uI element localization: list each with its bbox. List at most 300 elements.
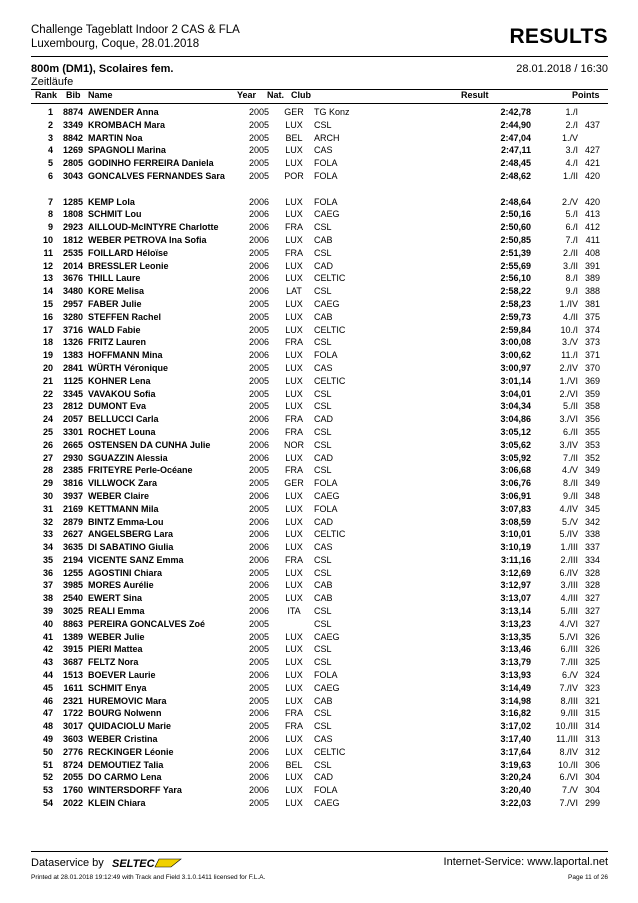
nationality-cell: LUX	[285, 158, 303, 169]
year-cell: 2006	[249, 734, 270, 745]
rank-cell: 24	[42, 414, 53, 425]
nationality-cell: LUX	[285, 657, 303, 668]
result-row	[31, 388, 608, 401]
points-cell: 389	[584, 273, 600, 284]
year-cell: 2006	[249, 350, 270, 361]
rank-cell: 38	[42, 593, 53, 604]
result-cell: 3:00,08	[500, 337, 531, 348]
athlete-name-cell: MORES Aurélie	[88, 580, 154, 591]
result-row	[31, 746, 608, 759]
points-cell: 328	[584, 580, 600, 591]
club-cell: CAD	[314, 452, 334, 463]
columns-bottom-divider	[31, 103, 608, 104]
rank-cell: 40	[42, 618, 53, 629]
heat-place-cell: 1./III	[560, 542, 578, 553]
rank-cell: 51	[42, 759, 53, 770]
result-row	[31, 656, 608, 669]
rank-cell: 7	[47, 196, 53, 207]
bib-cell: 1269	[62, 145, 83, 156]
athlete-name-cell: WÜRTH Véronique	[88, 362, 168, 373]
rank-cell: 6	[47, 170, 53, 181]
year-cell: 2006	[249, 529, 270, 540]
athlete-name-cell: BRESSLER Leonie	[88, 260, 169, 271]
year-cell: 2005	[249, 298, 270, 309]
heat-place-cell: 4./I	[565, 158, 578, 169]
bib-cell: 2627	[62, 529, 83, 540]
year-cell: 2005	[249, 324, 270, 335]
year-cell: 2006	[249, 452, 270, 463]
club-cell: CSL	[314, 439, 332, 450]
heat-place-cell: 2./I	[565, 119, 578, 130]
club-cell: CSL	[314, 247, 332, 258]
rank-cell: 17	[42, 324, 53, 335]
nationality-cell: LUX	[285, 734, 303, 745]
bib-cell: 1812	[62, 234, 83, 245]
result-cell: 3:04,86	[500, 414, 531, 425]
points-cell: 371	[584, 350, 600, 361]
nationality-cell: LUX	[285, 593, 303, 604]
result-row	[31, 426, 608, 439]
rank-cell: 54	[42, 798, 53, 809]
result-cell: 3:06,76	[500, 478, 531, 489]
bib-cell: 2022	[62, 798, 83, 809]
seltec-logo	[111, 856, 183, 870]
col-rank: Rank	[35, 90, 58, 100]
result-cell: 3:12,69	[500, 567, 531, 578]
result-cell: 3:00,62	[500, 350, 531, 361]
athlete-name-cell: STEFFEN Rachel	[88, 311, 162, 322]
nationality-cell: LUX	[285, 119, 303, 130]
event-info	[31, 63, 608, 77]
dataservice-label: Dataservice by	[31, 856, 104, 869]
bib-cell: 1383	[62, 350, 83, 361]
result-cell: 3:13,79	[500, 657, 531, 668]
club-cell: CSL	[314, 222, 332, 233]
header-divider	[31, 56, 608, 57]
result-cell: 3:04,34	[500, 401, 531, 412]
heat-place-cell: 2./III	[560, 554, 578, 565]
points-cell: 313	[584, 734, 600, 745]
result-cell: 3:17,40	[500, 734, 531, 745]
bib-cell: 8842	[62, 132, 83, 143]
nationality-cell: LUX	[285, 631, 303, 642]
bib-cell: 3937	[62, 490, 83, 501]
nationality-cell: NOR	[284, 439, 304, 450]
points-cell: 411	[585, 234, 600, 245]
athlete-name-cell: EWERT Sina	[88, 593, 143, 604]
result-cell: 3:14,49	[500, 682, 531, 693]
athlete-name-cell: KLEIN Chiara	[88, 798, 146, 809]
bib-cell: 3603	[62, 734, 83, 745]
bib-cell: 8863	[62, 618, 83, 629]
club-cell: CAEG	[314, 631, 340, 642]
club-cell: CAD	[314, 260, 334, 271]
points-cell: 370	[584, 362, 600, 373]
nationality-cell: FRA	[285, 426, 303, 437]
athlete-name-cell: KROMBACH Mara	[88, 119, 166, 130]
athlete-name-cell: SGUAZZIN Alessia	[88, 452, 168, 463]
footer-divider	[31, 851, 608, 852]
points-cell: 349	[584, 478, 600, 489]
club-cell: FOLA	[314, 196, 338, 207]
rank-cell: 49	[42, 734, 53, 745]
printed-at: Printed at 28.01.2018 19:12:49 with Track and Field 3.1.0.1411 licensed for F.L.A.	[31, 874, 266, 881]
nationality-cell: LUX	[285, 503, 303, 514]
result-row	[31, 208, 608, 221]
nationality-cell: LUX	[285, 298, 303, 309]
heat-place-cell: 11./I	[561, 350, 578, 361]
nationality-cell: FRA	[285, 708, 303, 719]
club-cell: FOLA	[314, 350, 338, 361]
heat-place-cell: 4./III	[560, 593, 578, 604]
heat-place-cell: 1./VI	[559, 375, 578, 386]
year-cell: 2005	[249, 695, 270, 706]
nationality-cell: FRA	[285, 247, 303, 258]
athlete-name-cell: AILLOUD-McINTYRE Charlotte	[88, 222, 219, 233]
points-cell: 304	[584, 785, 600, 796]
result-row	[31, 707, 608, 720]
athlete-name-cell: VAVAKOU Sofia	[88, 388, 156, 399]
bib-cell: 2665	[62, 439, 83, 450]
club-cell: TG Konz	[314, 107, 350, 117]
bib-cell: 1389	[62, 631, 83, 642]
year-cell: 2005	[249, 119, 270, 130]
club-cell: CAEG	[314, 798, 340, 809]
club-cell: CSL	[314, 606, 332, 617]
club-cell: CELTIC	[314, 529, 346, 540]
club-cell: CSL	[314, 388, 332, 399]
result-row	[31, 349, 608, 362]
club-cell: CAB	[314, 311, 333, 322]
points-cell: 427	[584, 145, 600, 156]
bib-cell: 3985	[62, 580, 83, 591]
nationality-cell: BEL	[285, 132, 303, 143]
heat-place-cell: 11./III	[556, 734, 578, 745]
bib-cell: 2776	[62, 746, 83, 757]
rank-cell: 42	[42, 644, 53, 655]
club-cell: FOLA	[314, 503, 338, 514]
points-cell: 421	[584, 158, 600, 169]
heat-place-cell: 1./II	[562, 170, 578, 181]
year-cell: 2005	[249, 158, 270, 169]
heat-place-cell: 4./II	[562, 311, 578, 322]
result-row	[31, 311, 608, 324]
result-cell: 3:04,01	[500, 388, 531, 399]
athlete-name-cell: GONCALVES FERNANDES Sara	[88, 170, 225, 181]
heat-place-cell: 5./V	[561, 516, 578, 527]
athlete-name-cell: FELTZ Nora	[88, 657, 139, 668]
result-row	[31, 132, 608, 145]
athlete-name-cell: SCHMIT Enya	[88, 682, 147, 693]
athlete-name-cell: REALI Emma	[88, 606, 145, 617]
result-cell: 2:48,45	[500, 158, 531, 169]
heat-place-cell: 5./VI	[559, 631, 578, 642]
rank-cell: 37	[42, 580, 53, 591]
heat-place-cell: 5./III	[560, 606, 578, 617]
col-year: Year	[237, 90, 257, 100]
result-cell: 2:50,60	[500, 222, 531, 233]
column-headers	[31, 90, 608, 103]
year-cell: 2005	[249, 644, 270, 655]
rank-cell: 3	[47, 132, 53, 143]
rank-cell: 10	[42, 234, 53, 245]
points-cell: 321	[584, 695, 600, 706]
athlete-name-cell: ANGELSBERG Lara	[88, 529, 174, 540]
result-row	[31, 579, 608, 592]
points-cell: 327	[584, 606, 600, 617]
result-cell: 3:11,16	[500, 554, 531, 565]
heat-place-cell: 3./VI	[559, 414, 578, 425]
heat-place-cell: 2./II	[562, 247, 578, 258]
result-cell: 2:47,04	[500, 132, 531, 143]
year-cell: 2006	[249, 337, 270, 348]
result-row	[31, 336, 608, 349]
athlete-name-cell: FRITEYRE Perle-Océane	[88, 465, 193, 476]
nationality-cell: LUX	[285, 362, 303, 373]
rank-cell: 36	[42, 567, 53, 578]
club-cell: CAEG	[314, 682, 340, 693]
points-cell: 337	[584, 542, 600, 553]
club-cell: CSL	[314, 644, 332, 655]
result-row	[31, 771, 608, 784]
rank-cell: 23	[42, 401, 53, 412]
athlete-name-cell: RECKINGER Léonie	[88, 746, 174, 757]
result-cell: 3:05,62	[500, 439, 531, 450]
heat-place-cell: 3./I	[565, 145, 578, 156]
year-cell: 2006	[249, 286, 270, 297]
points-cell: 391	[584, 260, 600, 271]
nationality-cell: FRA	[285, 554, 303, 565]
nationality-cell: LUX	[285, 196, 303, 207]
rank-cell: 15	[42, 298, 53, 309]
bib-cell: 1255	[62, 567, 83, 578]
nationality-cell: LUX	[285, 324, 303, 335]
club-cell: FOLA	[314, 785, 338, 796]
points-cell: 327	[584, 593, 600, 604]
points-cell: 437	[584, 119, 600, 130]
rank-cell: 8	[47, 209, 53, 220]
results-table	[31, 106, 608, 810]
year-cell: 2005	[249, 145, 270, 156]
bib-cell: 2385	[62, 465, 83, 476]
bib-cell: 2812	[62, 401, 83, 412]
club-cell: CAEG	[314, 490, 340, 501]
athlete-name-cell: BINTZ Emma-Lou	[88, 516, 164, 527]
heat-place-cell: 6./II	[562, 426, 578, 437]
year-cell: 2006	[249, 260, 270, 271]
heat-place-cell: 4./VI	[559, 618, 578, 629]
athlete-name-cell: PIERI Mattea	[88, 644, 143, 655]
result-cell: 3:13,23	[500, 618, 531, 629]
athlete-name-cell: DUMONT Eva	[88, 401, 147, 412]
result-cell: 3:05,92	[500, 452, 531, 463]
club-cell: CSL	[314, 465, 332, 476]
athlete-name-cell: AGOSTINI Chiara	[88, 567, 163, 578]
club-cell: FOLA	[314, 478, 338, 489]
points-cell: 345	[584, 503, 600, 514]
rank-cell: 19	[42, 350, 53, 361]
athlete-name-cell: THILL Laure	[88, 273, 141, 284]
result-row	[31, 144, 608, 157]
nationality-cell: LUX	[285, 388, 303, 399]
result-row	[31, 592, 608, 605]
bib-cell: 3687	[62, 657, 83, 668]
col-nat: Nat.	[267, 90, 285, 100]
bib-cell: 2930	[62, 452, 83, 463]
result-cell: 3:10,01	[500, 529, 531, 540]
result-cell: 3:13,35	[500, 631, 531, 642]
rank-cell: 20	[42, 362, 53, 373]
heat-place-cell: 6./V	[561, 670, 578, 681]
rank-cell: 32	[42, 516, 53, 527]
bib-cell: 1326	[62, 337, 83, 348]
year-cell: 2005	[249, 503, 270, 514]
points-cell: 312	[584, 746, 600, 757]
result-cell: 3:20,24	[500, 772, 531, 783]
club-cell: CAD	[314, 772, 334, 783]
heat-place-cell: 10./III	[555, 721, 578, 732]
result-cell: 2:59,73	[500, 311, 531, 322]
year-cell: 2006	[249, 209, 270, 220]
year-cell: 2005	[249, 657, 270, 668]
heat-place-cell: 3./II	[562, 260, 578, 271]
year-cell: 2006	[249, 746, 270, 757]
heat-place-cell: 6./IV	[559, 567, 578, 578]
club-cell: CSL	[314, 618, 332, 629]
bib-cell: 3043	[62, 170, 83, 181]
athlete-name-cell: BOEVER Laurie	[88, 670, 156, 681]
year-cell: 2006	[249, 222, 270, 233]
points-cell: 374	[584, 324, 600, 335]
heat-place-cell: 3./IV	[559, 439, 578, 450]
result-cell: 3:14,98	[500, 695, 531, 706]
rank-cell: 34	[42, 542, 53, 553]
bib-cell: 1513	[62, 670, 83, 681]
year-cell: 2005	[249, 631, 270, 642]
nationality-cell: POR	[284, 170, 304, 181]
rank-cell: 31	[42, 503, 53, 514]
result-row	[31, 452, 608, 465]
bib-cell: 2841	[62, 362, 83, 373]
club-cell: ARCH	[314, 132, 340, 143]
athlete-name-cell: SPAGNOLI Marina	[88, 145, 166, 156]
nationality-cell: LUX	[285, 670, 303, 681]
year-cell: 2005	[249, 132, 270, 143]
result-row	[31, 490, 608, 503]
result-row	[31, 695, 608, 708]
heat-place-cell: 2./V	[561, 196, 578, 207]
points-cell: 326	[584, 631, 600, 642]
result-row	[31, 196, 608, 209]
bib-cell: 2535	[62, 247, 83, 258]
internet-service: Internet-Service: www.laportal.net	[443, 856, 608, 868]
nationality-cell: GER	[284, 107, 304, 117]
points-cell: 375	[584, 311, 600, 322]
points-cell: 338	[584, 529, 600, 540]
year-cell: 2006	[249, 439, 270, 450]
club-cell: CSL	[314, 119, 332, 130]
year-cell: 2006	[249, 516, 270, 527]
bib-cell: 2169	[62, 503, 83, 514]
rank-cell: 25	[42, 426, 53, 437]
nationality-cell: ITA	[287, 606, 301, 617]
seltec-logo-text: SELTEC	[111, 858, 155, 870]
result-cell: 3:20,40	[500, 785, 531, 796]
rank-cell: 5	[47, 158, 53, 169]
result-row	[31, 477, 608, 490]
rank-cell: 35	[42, 554, 53, 565]
rank-cell: 28	[42, 465, 53, 476]
nationality-cell: GER	[284, 478, 304, 489]
year-cell: 2005	[249, 247, 270, 258]
year-cell: 2005	[249, 593, 270, 604]
heat-place-cell: 1./I	[565, 107, 578, 117]
nationality-cell: LUX	[285, 311, 303, 322]
rank-cell: 26	[42, 439, 53, 450]
bib-cell: 8724	[62, 759, 83, 770]
heat-place-cell: 9./II	[562, 490, 578, 501]
bib-cell: 3716	[62, 324, 83, 335]
points-cell: 420	[584, 196, 600, 207]
result-row	[31, 541, 608, 554]
rank-cell: 12	[42, 260, 53, 271]
nationality-cell: LUX	[285, 452, 303, 463]
heat-place-cell: 2./VI	[559, 388, 578, 399]
nationality-cell: LAT	[286, 286, 302, 297]
club-cell: CAS	[314, 542, 333, 553]
athlete-name-cell: GODINHO FERREIRA Daniela	[88, 158, 214, 169]
bib-cell: 2879	[62, 516, 83, 527]
nationality-cell: LUX	[285, 772, 303, 783]
nationality-cell: LUX	[285, 542, 303, 553]
rank-cell: 45	[42, 682, 53, 693]
athlete-name-cell: BOURG Nolwenn	[88, 708, 162, 719]
athlete-name-cell: VILLWOCK Zara	[88, 478, 158, 489]
rank-cell: 22	[42, 388, 53, 399]
nationality-cell: LUX	[285, 695, 303, 706]
year-cell: 2005	[249, 170, 270, 181]
club-cell: CAD	[314, 414, 334, 425]
bib-cell: 1808	[62, 209, 83, 220]
heat-place-cell: 9./III	[560, 708, 578, 719]
result-cell: 2:47,11	[500, 145, 531, 156]
heat-place-cell: 7./I	[565, 234, 578, 245]
result-cell: 2:44,90	[500, 119, 531, 130]
points-cell: 373	[584, 337, 600, 348]
result-cell: 3:08,59	[500, 516, 531, 527]
year-cell: 2005	[249, 107, 270, 117]
result-cell: 3:10,19	[500, 542, 531, 553]
result-row	[31, 362, 608, 375]
athlete-name-cell: WEBER Claire	[88, 490, 150, 501]
rank-cell: 46	[42, 695, 53, 706]
heat-place-cell: 4./IV	[559, 503, 578, 514]
year-cell: 2006	[249, 759, 270, 770]
event-title: 800m (DM1), Scolaires fem.	[31, 63, 174, 75]
bib-cell: 2057	[62, 414, 83, 425]
bib-cell: 2805	[62, 158, 83, 169]
heat-place-cell: 7./II	[562, 452, 578, 463]
rank-cell: 11	[43, 247, 53, 258]
rank-cell: 48	[42, 721, 53, 732]
points-cell: 323	[584, 682, 600, 693]
dataservice-credit	[31, 856, 183, 870]
points-cell: 324	[584, 670, 600, 681]
bib-cell: 2923	[62, 222, 83, 233]
result-row	[31, 797, 608, 810]
nationality-cell: LUX	[285, 273, 303, 284]
year-cell: 2005	[249, 311, 270, 322]
